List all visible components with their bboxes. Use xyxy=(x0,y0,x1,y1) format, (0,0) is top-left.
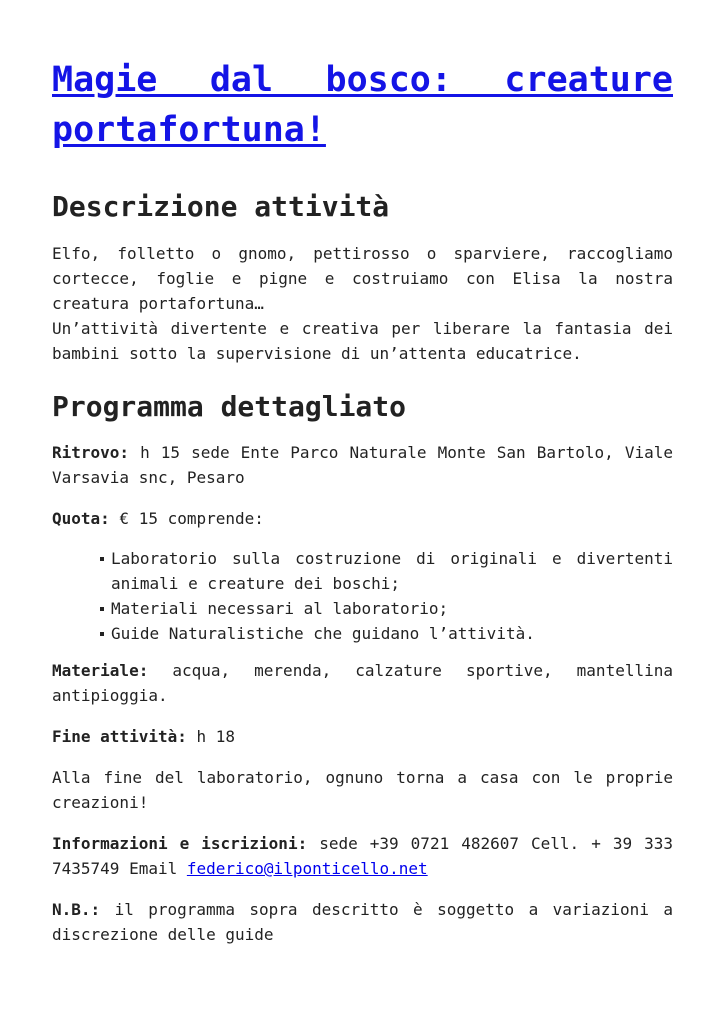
info-paragraph xyxy=(52,831,673,881)
fine-value: h 18 xyxy=(186,727,236,746)
list-item: Laboratorio sulla costruzione di originali e divertenti animali e creature dei boschi; xyxy=(111,546,673,596)
nb-label: N.B.: xyxy=(52,900,101,919)
nb-value: il programma sopra descritto è soggetto a variazioni a discrezione delle guide xyxy=(52,900,673,944)
page-title xyxy=(52,55,673,155)
nb-paragraph xyxy=(52,897,673,947)
ritrovo-paragraph xyxy=(52,440,673,490)
info-label: Informazioni e iscrizioni: xyxy=(52,834,308,853)
materiale-value: acqua, merenda, calzature sportive, mantellina antipioggia. xyxy=(52,661,673,705)
list-item: Materiali necessari al laboratorio; xyxy=(111,596,673,621)
ritrovo-label: Ritrovo: xyxy=(52,443,130,462)
descrizione-paragraph xyxy=(52,241,673,366)
section-heading-descrizione: Descrizione attività xyxy=(52,190,390,223)
materiale-paragraph xyxy=(52,658,673,708)
email-link[interactable]: federico@ilponticello.net xyxy=(186,859,428,878)
descrizione-text-1: Elfo, folletto o gnomo, pettirosso o sparviere, raccogliamo cortecce, foglie e pigne e costruiamo con Elisa la nostra creatura portafortuna… xyxy=(52,244,673,313)
quota-list xyxy=(111,546,673,646)
closing-paragraph: Alla fine del laboratorio, ognuno torna a casa con le proprie creazioni! xyxy=(52,768,673,812)
quota-label: Quota: xyxy=(52,509,110,528)
fine-paragraph xyxy=(52,724,673,749)
materiale-label: Materiale: xyxy=(52,661,149,680)
quota-paragraph xyxy=(52,506,673,531)
section-heading-programma: Programma dettagliato xyxy=(52,390,407,423)
fine-label: Fine attività: xyxy=(52,727,187,746)
quota-value: € 15 comprende: xyxy=(109,509,264,528)
title-link[interactable]: Magie dal bosco: creature portafortuna! xyxy=(52,60,673,150)
info-value: sede +39 0721 482607 Cell. + 39 333 7435749 Email xyxy=(52,834,674,878)
descrizione-text-2: Un’attività divertente e creativa per liberare la fantasia dei bambini sotto la supervisione di un’attenta educatrice. xyxy=(52,319,673,363)
list-item: Guide Naturalistiche che guidano l’attività. xyxy=(111,621,673,646)
ritrovo-value: h 15 sede Ente Parco Naturale Monte San Bartolo, Viale Varsavia snc, Pesaro xyxy=(52,443,673,487)
